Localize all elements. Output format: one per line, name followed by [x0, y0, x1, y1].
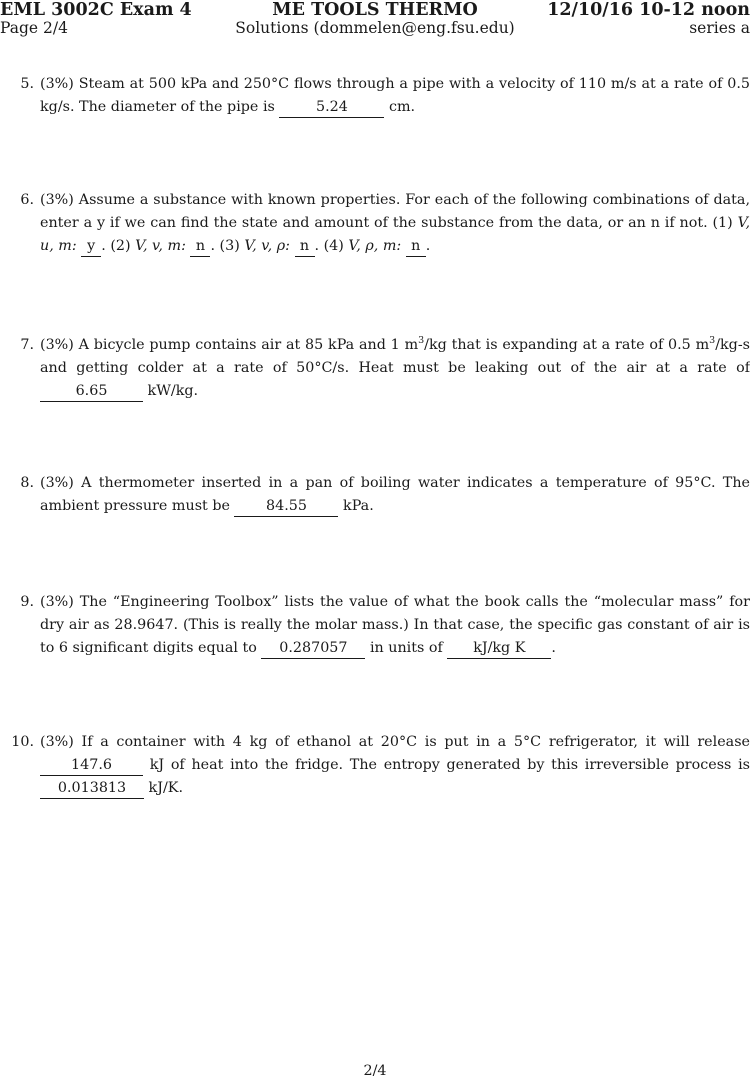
exam-subheader: [0, 19, 750, 39]
problem-unit: kJ/K.: [148, 780, 183, 796]
superscript-2: 3: [709, 335, 716, 347]
problem-text-2: in units of: [369, 640, 443, 656]
problem-text: (3%) Steam at 500 kPa and 250°C flows through a pipe with a velocity of 110 m/s at a rate of 0.5 kg/s. The diameter of the pipe is: [40, 76, 750, 115]
answer-field-4[interactable]: n: [406, 238, 426, 257]
problem-end: .: [551, 640, 556, 656]
exam-title: ME TOOLS THERMO: [272, 0, 478, 20]
page-indicator: Page 2/4: [0, 19, 68, 37]
problem-6: 6. (3%) Assume a substance with known properties. For each of the following combinations of data, enter a y if we can find the state and amount of the substance from the data, or an n if not. (1) V, u, m: y . (2) V, v, m: n . (3) V, v, ρ: n . (4) V, ρ, m: n .: [40, 189, 750, 258]
problem-7: [20, 334, 750, 403]
problem-5: [20, 73, 750, 119]
problem-unit: kW/kg.: [147, 383, 199, 399]
answer-field[interactable]: 5.24: [279, 99, 384, 118]
problem-text: (3%) Assume a substance with known properties. For each of the following combinations of data, enter a y if we can find the state and amount of the substance from the data, or an n if not. (1): [40, 192, 750, 231]
answer-field-1[interactable]: y: [81, 238, 101, 257]
answer-field[interactable]: 6.65: [40, 383, 143, 402]
exam-header: [0, 0, 750, 20]
answer-field-units[interactable]: kJ/kg K: [447, 640, 551, 659]
problem-number: 6.: [20, 192, 34, 208]
course-title: EML 3002C Exam 4: [0, 0, 192, 20]
problem-text-2: kJ of heat into the fridge. The entropy generated by this irreversible process is: [149, 757, 750, 773]
page-footer-number: 2/4: [363, 1063, 387, 1079]
problem-9: [20, 591, 750, 660]
problem-number: 5.: [20, 76, 34, 92]
answer-field-3[interactable]: n: [295, 238, 315, 257]
problem-number: 10.: [11, 734, 34, 750]
exam-datetime: 12/10/16 10-12 noon: [547, 0, 750, 20]
part-label-3: (3): [219, 238, 240, 254]
series-label: series a: [689, 19, 750, 37]
problem-8: [20, 472, 750, 518]
answer-field-2[interactable]: n: [190, 238, 210, 257]
answer-field[interactable]: 84.55: [234, 498, 338, 517]
problem-text: (3%) A bicycle pump contains air at 85 kPa and 1 m: [40, 337, 419, 353]
problem-number: 7.: [20, 337, 34, 353]
problem-unit: kPa.: [343, 498, 374, 514]
answer-field-entropy[interactable]: 0.013813: [40, 780, 144, 799]
problem-text: (3%) The “Engineering Toolbox” lists the value of what the book calls the “molecular mass” for dry air as 28.9647. (This is really the molar mass.) In that case, the specific gas constant of air is to 6 significant digits equal to: [40, 594, 750, 656]
variables-2: V, v, m:: [135, 238, 186, 254]
problem-number: 9.: [20, 594, 34, 610]
answer-field-value[interactable]: 0.287057: [261, 640, 365, 659]
problem-text: (3%) A thermometer inserted in a pan of boiling water indicates a temperature of 95°C. The ambient pressure must be: [40, 475, 750, 514]
part-label-4: (4): [323, 238, 344, 254]
problem-text: (3%) If a container with 4 kg of ethanol at 20°C is put in a 5°C refrigerator, it will release: [40, 734, 750, 750]
variables-4: V, ρ, m:: [348, 238, 402, 254]
variables-3: V, v, ρ:: [244, 238, 290, 254]
problem-10: [11, 731, 750, 800]
problem-unit: cm.: [388, 99, 416, 115]
problem-number: 8.: [20, 475, 34, 491]
answer-field-heat[interactable]: 147.6: [40, 757, 143, 776]
problem-text-3: /kg-s and getting colder at a rate of 50°C/s. Heat must be leaking out of the air at a rate of: [40, 337, 750, 376]
part-label-2: (2): [110, 238, 131, 254]
problem-text-2: /kg that is expanding at a rate of 0.5 m: [424, 337, 710, 353]
superscript: 3: [418, 335, 425, 347]
variables-1: V, u, m:: [40, 215, 750, 254]
solutions-contact: Solutions (dommelen@eng.fsu.edu): [235, 19, 515, 37]
